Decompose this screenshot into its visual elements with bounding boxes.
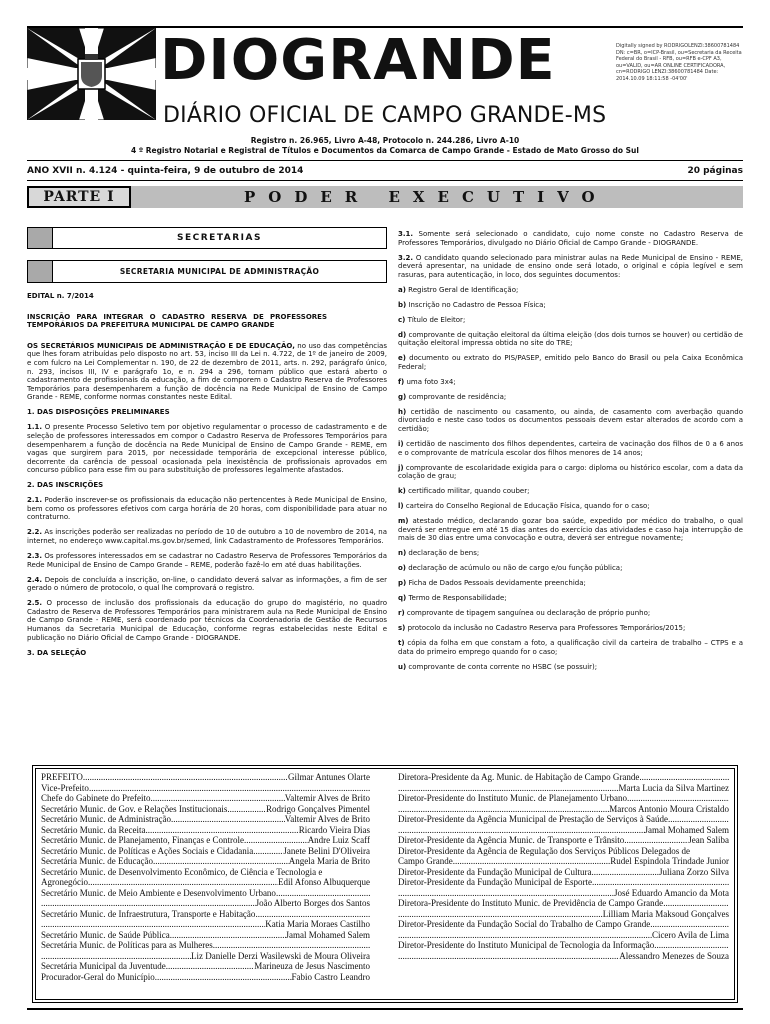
directory-name: Marcos Antonio Moura Cristaldo [609,803,729,814]
document-item [398,378,743,387]
directory-row [41,951,370,962]
directory-leader [398,930,652,941]
secretarias-box [27,227,387,249]
document-item [398,440,743,457]
directory-title: Secretária Munic. de Educação [41,856,153,866]
document-item-text: Inscrição no Cadastro de Pessoa Física; [406,300,546,309]
document-item [398,609,743,618]
document-item-key: i) [398,440,404,448]
secretarias-marker [28,228,53,248]
paragraph-2-4: 2.4. Depois de concluída a inscrição, on-line, o candidato deverá salvar as informações, a fim de ser gerado o número de protocolo, o qual lhe comprovará o registro. [27,575,387,593]
directory-name: Janete Belini D'Oliveira [283,845,370,856]
directory-leader [153,856,289,867]
document-item-text: Título de Eleitor; [405,315,466,324]
directory-row [41,877,370,888]
directory-row [41,961,370,972]
intro-paragraph: OS SECRETÁRIOS MUNICIPAIS DE ADMINISTRAÇÃO E DE EDUCAÇÃO, no uso das competências que lhes foram atribuídas pelo disposto no art. 53, inciso III da Lei n. 4.722, de 1º de janeiro de 2009, e com fulcro na Lei Complementar n. 190, de 22 de dezembro de 2011, arts. n. 292, parágrafo único, n. 293, incisos III, IV e parágrafo 1o, e n. 294 a 296, tornam público que estará aberto o cadastramento de profissionais da educação, a fim de comporem o Cadastro Reserva de Professores Temporários para desempenharem a função de docência na Rede Municipal de Ensino de Campo Grande - REME, conforme normas constantes neste Edital. [27,341,387,402]
directory-row [41,825,370,836]
directory-title: Diretor-Presidente do Instituto Municipal de Tecnologia da Informação [398,940,655,950]
directory-name: Marta Lucia da Silva Martinez [618,782,729,793]
document-item-text: certificado militar, quando couber; [405,487,530,496]
directory-row [398,835,729,846]
directory-leader [244,835,308,846]
directory-name: Jean Saliba [688,835,729,845]
document-item [398,549,743,558]
directory-leader [41,951,191,962]
directory-row [398,909,729,920]
edition-rule [27,180,743,181]
directory-row [41,919,370,930]
secretarias-label: SECRETARIAS [177,233,262,243]
document-item-key: n) [398,549,407,558]
directory-leader [88,877,278,888]
paragraph-1-1: 1.1. O presente Processo Seletivo tem por objetivo regulamentar o processo de cadastramento e de seleção de professores interessados em compor o Cadastro Reserva de Professores Temporários para desempenharem a função de docência na Rede Municipal de Ensino de Campo Grande - REME, em vagas que surgirem para 2015, por necessidade temporária de excepcional interesse público, decorrente da carência de pessoal ocasionada pela inexistência de profissionais aprovados em concurso público para esse fim ou para substituição de professores legalmente afastados. [27,423,387,475]
poder-executivo-label: PODER EXECUTIVO [244,188,608,206]
document-item-key: q) [398,594,407,603]
directory-name: Andre Luiz Scaff [307,835,370,845]
document-item-key: l) [398,502,404,511]
directory-row [398,888,729,899]
directory-leader [253,846,283,857]
directory-leader [89,783,370,794]
directory-row [398,856,729,867]
document-item [398,564,743,573]
directory-title: Secretário Munic. de Meio Ambiente e Desenvolvimento Urbano [41,887,276,898]
heading-2: 2. DAS INSCRIÇÕES [27,481,104,490]
directory-row [398,846,729,857]
directory-title: Agronegócio [41,877,88,887]
document-item [398,579,743,588]
directory-title: Chefe do Gabinete do Prefeito [41,793,151,803]
directory-row [398,814,729,825]
document-item-key: u) [398,662,407,671]
directory-leader [592,867,660,878]
directory-title: Secretário Munic. de Desenvolvimento Econômico, de Ciência e Tecnologia e [41,866,323,877]
directory-leader [650,919,729,930]
directory-row [41,909,370,920]
document-item-key: e) [398,354,406,363]
directory-row [398,919,729,930]
directory-title: Diretor-Presidente da Fundação Social do Trabalho de Campo Grande [398,919,651,929]
document-item-text: certidão de nascimento dos filhos dependentes, carteira de vacinação dos filhos de 0 a 6 anos e o comprovante de matrícula escolar dos filhos menores de 14 anos; [398,440,743,457]
directory-leader [227,804,266,815]
directory-row [41,867,370,878]
directory-leader [41,898,256,909]
directory-leader [668,814,729,825]
directory-title: Secretário Munic. de Planejamento, Finanças e Controle [41,835,244,845]
document-item [398,301,743,310]
document-item-text: uma foto 3x4; [404,377,456,386]
directory-leader [155,972,292,983]
right-column [398,230,743,678]
directory-title: Diretor-Presidente da Agência Munic. de Transporte e Trânsito [398,835,625,845]
secretaria-adm-label: SECRETARIA MUNICIPAL DE ADMINISTRAÇÃO [119,267,320,276]
directory-leader [398,888,614,899]
directory-row [398,825,729,836]
document-item-key: f) [398,377,405,386]
directory-row [41,940,370,951]
document-item-text: comprovante de tipagem sanguínea ou declaração de próprio punho; [404,609,651,618]
directory-title: Diretora-Presidente do Instituto Munic. de Previdência de Campo Grande [398,898,664,908]
directory-row [398,804,729,815]
directory-leader [213,940,370,951]
document-item [398,464,743,481]
document-item-text: comprovante de conta corrente no HSBC (se possuir); [406,662,598,671]
directory-leader [654,940,729,951]
document-item-key: m) [398,517,409,526]
directory-leader [624,835,688,846]
directory-row [41,835,370,846]
document-item-text: Termo de Responsabilidade; [406,594,507,603]
document-item-key: c) [398,315,406,324]
document-item-key: a) [398,285,406,294]
document-item [398,408,743,434]
directory-name: Fabio Castro Leandro [291,971,370,982]
directory-row [398,930,729,941]
secretaria-adm-box [27,260,387,283]
document-item-key: h) [398,407,407,416]
directory-leader [171,814,285,825]
document-item-text: atestado médico, declarando gozar boa saúde, expedido por médico do trabalho, o qual deverá ser entregue em até 15 dias antes do exercício das atividades e caso haja interrupção de mais de 30 dias entre uma convocação e outra, deverá ser entregue novamente; [398,517,743,543]
document-item [398,354,743,371]
directory-row [398,940,729,951]
directory-title: Diretor-Presidente da Fundação Municipal de Cultura [398,866,592,877]
document-item-text: carteira do Conselho Regional de Educação Física, quando for o caso; [403,502,650,511]
directory-row [398,793,729,804]
directory-row [41,972,370,983]
directory-row [398,867,729,878]
document-item [398,517,743,543]
directory-row [398,951,729,962]
directory-row [41,772,370,783]
directory-title: Secretário Munic. da Receita [41,824,146,835]
directory-row [398,783,729,794]
parte-label: PARTE I [27,186,131,208]
edital-number: EDITAL n. 7/2014 [27,292,94,300]
directory-name: Rodrigo Gonçalves Pimentel [266,803,370,814]
document-item-key: s) [398,624,406,633]
directory-title: Secretária Munic. de Políticas para as Mulheres [41,940,213,950]
document-item [398,487,743,496]
page-count: 20 páginas [687,166,743,176]
directory-right [398,772,729,961]
directory-leader [453,856,611,867]
directory-row [41,888,370,899]
directory-leader [398,804,609,815]
intro-bold: OS SECRETÁRIOS MUNICIPAIS DE ADMINISTRAÇÃO E DE EDUCAÇÃO, [27,341,295,350]
header-rule [27,160,743,161]
document-item [398,331,743,348]
heading-1: 1. DAS DISPOSIÇÕES PRELIMINARES [27,408,170,417]
secretaria-adm-marker [28,261,53,282]
document-item-text: declaração de acúmulo ou não de cargo e/ou função pública; [406,564,623,573]
document-item-key: t) [398,639,405,648]
directory-leader [663,898,729,909]
directory-title: Procurador-Geral do Município [41,971,155,982]
directory-title: Secretário Munic. de Administração [41,814,171,824]
document-item [398,594,743,603]
directory-row [398,898,729,909]
directory-leader [83,772,288,783]
paragraph-2-3: 2.3. Os professores interessados em se cadastrar no Cadastro Reserva de Professores Temporários da Rede Municipal de Ensino de Campo Grande – REME, poderão fazê-lo em até duas habilitações. [27,552,387,569]
directory-leader [398,783,619,794]
directory-name: José Eduardo Amancio da Mota [614,887,729,898]
document-item [398,286,743,295]
document-item-text: comprovante de residência; [406,392,507,401]
masthead-subtitle: DIÁRIO OFICIAL DE CAMPO GRANDE-MS [163,103,607,128]
document-item-text: declaração de bens; [406,549,480,558]
document-item [398,624,743,633]
directory-title: Diretora-Presidente da Ag. Munic. de Habitação de Campo Grande [398,772,640,782]
directory-leader [166,961,255,972]
document-item-key: b) [398,300,407,309]
left-column [27,292,387,664]
directory-name: Katia Maria Moraes Castilho [265,919,370,929]
directory-name: Jamal Mohamed Salem [644,824,729,835]
document-item-text: comprovante de quitação eleitoral da última eleição (dos dois turnos se houver) ou certidão de quitação eleitoral impressa obtida no site do TRE; [398,330,743,348]
document-item [398,639,743,656]
directory-name: Cicero Avila de Lima [651,929,729,940]
edition-info: ANO XVII n. 4.124 - quinta-feira, 9 de outubro de 2014 [27,166,304,176]
directory-title: Campo Grande [398,856,453,866]
directory-leader [639,772,729,783]
directory-name: Liz Danielle Derzi Wasilewski de Moura Oliveira [190,950,370,961]
document-item-text: Registro Geral de Identificação; [405,285,519,294]
edital-title: INSCRIÇÃO PARA INTEGRAR O CADASTRO RESERVA DE PROFESSORES TEMPORÁRIOS DA PREFEITURA MUNICIPAL DE CAMPO GRANDE [27,312,327,330]
directory-title: Vice-Prefeito [41,782,89,793]
document-item [398,502,743,511]
directory-leader [276,888,370,899]
directory-row [41,814,370,825]
directory-name: Marineuza de Jesus Nascimento [254,961,370,971]
directory-name: Jamal Mohamed Salem [285,929,370,940]
document-item-key: o) [398,564,407,573]
document-item-text: comprovante de escolaridade exigida para o cargo: diploma ou histórico escolar, com a data da colação de grau; [398,463,743,481]
directory-leader [150,793,284,804]
directory-name: João Alberto Borges dos Santos [255,898,370,908]
directory-row [41,804,370,815]
directory-name: Alessandro Menezes de Souza [619,950,729,961]
directory-title: Secretário Munic. de Gov. e Relações Institucionais [41,803,228,814]
directory-leader [145,825,298,836]
digital-signature: Digitally signed by RODRIGOLENZI:38600781484 DN: c=BR, o=ICP-Brasil, ou=Secretaria da Receita Federal do Brasil - RFB, ou=RFB e-CPF A3, ou=VALID, ou=AR ONLINE CERTIFICADORA, cn=RODRIGO LENZI:38600781484 Date: 2014.10.09 18:11:58 -04'00' [616,43,742,82]
directory-name: Juliana Zorzo Silva [659,866,729,877]
directory-name: Lilliam Maria Maksoud Gonçalves [602,908,729,919]
directory-leader [255,909,370,920]
paragraph-3-2: 3.2. O candidato quando selecionado para ministrar aulas na Rede Municipal de Ensino - REME, deverá apresentar, na unidade de ensino onde será lotado, o original e cópia legível e sem rasuras, para autenticação, in loco, dos seguintes documentos: [398,253,743,279]
directory-leader [398,909,603,920]
document-item-key: j) [398,463,404,472]
paragraph-3-1: 3.1. Somente será selecionado o candidato, cujo nome conste no Cadastro Reserva de Professores Temporários, divulgado no Diário Oficial de Campo Grande - DIOGRANDE. [398,230,743,247]
directory-row [398,877,729,888]
document-item-text: certidão de nascimento ou casamento, ou ainda, de casamento com averbação quando divorciado e neste caso todos os documentos pessoais devem estar alterados de acordo com a certidão; [398,407,743,434]
directory-row [41,846,370,857]
directory-title: Diretor-Presidente do Instituto Munic. de Planejamento Urbano [398,793,628,803]
directory-row [41,898,370,909]
directory-title: Diretor-Presidente da Agência de Regulação dos Serviços Públicos Delegados de [398,845,690,856]
directory-name: Valtemir Alves de Brito [284,793,370,803]
directory-title: Secretário Munic. de Saúde Pública [41,929,170,940]
directory-leader [398,825,645,836]
directory-row [398,772,729,783]
document-item [398,393,743,402]
edition-line [27,166,743,176]
document-item-text: protocolo da inclusão no Cadastro Reserva para Professores Temporários/2015; [405,624,686,633]
directory-name: Valtemir Alves de Brito [284,814,370,824]
document-item-key: d) [398,330,407,339]
directory-leader [627,793,729,804]
directory-title: Secretário Munic. de Infraestrutura, Transporte e Habitação [41,908,256,919]
directory-row [41,793,370,804]
document-item-key: p) [398,579,407,588]
directory-name: Angela Maria de Brito [288,856,370,866]
directory-title: Secretário Munic. de Políticas e Ações Sociais e Cidadania [41,845,254,856]
directory-row [41,783,370,794]
document-item-key: r) [398,609,405,618]
document-item-key: g) [398,392,407,401]
directory-row [41,930,370,941]
document-item [398,663,743,672]
paragraph-2-5: 2.5. O processo de inclusão dos profissionais da educação do grupo do magistério, no quadro Cadastro de Reserva de Professores Temporários para ministrarem aula na Rede Municipal de Ensino de Campo Grande - REME, será coordenado por técnicos da Coordenadoria de Gestão de Recursos Humanos da Secretaria Municipal de Educação, conforme regras estabelecidas neste Edital e publicação no Diário Oficial de Campo Grande - DIOGRANDE. [27,599,387,642]
directory-title: PREFEITO [41,772,83,782]
registro-line-1: Registro n. 26.965, Livro A-48, Protocolo n. 244.286, Livro A-10 [250,136,520,145]
campo-grande-flag-logo [27,28,156,120]
paragraph-2-2: 2.2. As inscrições poderão ser realizadas no período de 10 de outubro a 10 de novembro de 2014, na internet, no endereço www.capital.ms.gov.br/semed, link Cadastramento de Professores Temporários. [27,528,387,546]
registro-line-2: 4 º Registro Notarial e Registral de Títulos e Documentos da Comarca de Campo Grande - Estado de Mato Grosso do Sul [131,146,639,155]
document-item-text: cópia da folha em que constam a foto, a qualificação civil da carteira de trabalho – CTPS e a data do primeiro emprego quando for o caso; [398,639,743,656]
directory-title: Diretor-Presidente da Agência Municipal de Prestação de Serviços à Saúde [398,814,668,824]
directory-row [41,856,370,867]
paragraph-2-1: 2.1. Poderão inscrever-se os profissionais da educação não pertencentes à Rede Municipal de Ensino, bem como os professores efetivos com carga horária de 20 horas, com disponibilidade para atuar no contraturno. [27,496,387,522]
document-item-text: documento ou extrato do PIS/PASEP, emitido pelo Banco do Brasil ou pela Caixa Econômica Federal; [398,354,743,371]
directory-leader [398,951,619,962]
directory-left [41,772,370,982]
directory-leader [41,919,265,930]
directory-name: Rudel Espindola Trindade Junior [610,856,729,866]
directory-leader [592,877,729,888]
directory-title: Secretária Municipal da Juventude [41,961,166,971]
document-item-key: k) [398,487,406,496]
document-item [398,316,743,325]
directory-name: Gilmar Antunes Olarte [288,772,370,782]
bottom-rule [27,1008,743,1010]
directory-leader [170,930,286,941]
document-list [398,286,743,672]
directory-name: Ricardo Vieira Dias [298,824,370,835]
heading-3: 3. DA SELEÇÃO [27,648,87,657]
document-item-text: Ficha de Dados Pessoais devidamente preenchida; [406,579,586,588]
masthead-title: DIOGRANDE [160,28,556,93]
directory-title: Diretor-Presidente da Fundação Municipal de Esporte [398,877,593,887]
directory-name: Edil Afonso Albuquerque [278,877,370,887]
